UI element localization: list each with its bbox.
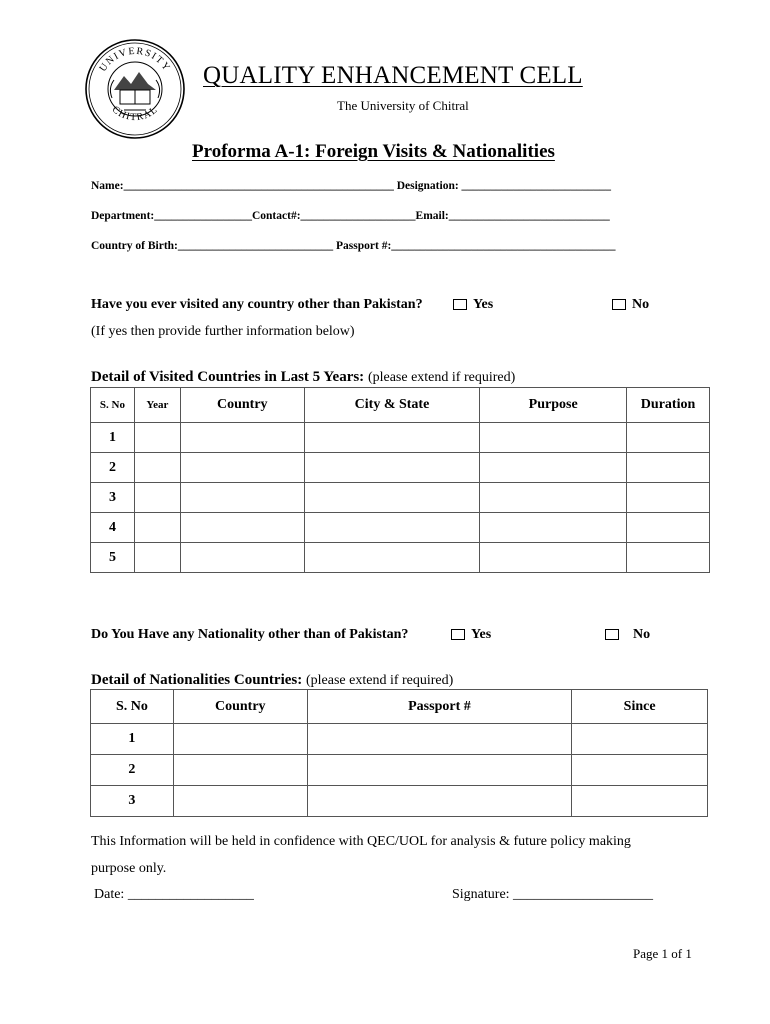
nationality-question: Do You Have any Nationality other than of Pakistan? bbox=[91, 627, 409, 642]
table-cell[interactable] bbox=[572, 724, 708, 755]
svg-text:UNIVERSITY: UNIVERSITY bbox=[97, 45, 173, 74]
table-cell[interactable] bbox=[627, 543, 710, 573]
university-seal-logo bbox=[84, 38, 186, 140]
confidential-notice-line1: This Information will be held in confidence with QEC/UOL for analysis & future policy making bbox=[91, 834, 631, 849]
table-cell[interactable] bbox=[180, 453, 304, 483]
nationality-yes-label: Yes bbox=[471, 627, 492, 642]
svg-text:CHITRAL: CHITRAL bbox=[109, 104, 161, 124]
table-cell[interactable] bbox=[480, 423, 627, 453]
table-cell[interactable] bbox=[180, 423, 304, 453]
col-header: Country bbox=[173, 690, 307, 724]
row-number: 3 bbox=[91, 786, 174, 817]
table-cell[interactable] bbox=[480, 543, 627, 573]
table-cell[interactable] bbox=[572, 786, 708, 817]
table-cell[interactable] bbox=[627, 423, 710, 453]
table-cell[interactable] bbox=[627, 453, 710, 483]
col-header: Year bbox=[134, 388, 180, 423]
table-row bbox=[91, 453, 710, 483]
table-cell[interactable] bbox=[180, 483, 304, 513]
visit-yes-checkbox[interactable] bbox=[453, 299, 467, 310]
col-header: City & State bbox=[304, 388, 480, 423]
table-cell[interactable] bbox=[304, 453, 480, 483]
birth-country-passport-fields[interactable]: Country of Birth:___________________________ Passport #:_______________________________________ bbox=[91, 240, 616, 252]
table-cell[interactable] bbox=[134, 453, 180, 483]
row-number: 1 bbox=[91, 724, 174, 755]
visited-heading-text: Detail of Visited Countries in Last 5 Years: bbox=[91, 369, 365, 385]
table-cell[interactable] bbox=[173, 786, 307, 817]
date-field[interactable]: Date: __________________ bbox=[94, 887, 254, 902]
table-row bbox=[91, 543, 710, 573]
table-cell[interactable] bbox=[307, 755, 572, 786]
table-row bbox=[91, 755, 708, 786]
row-number: 1 bbox=[91, 423, 135, 453]
table-cell[interactable] bbox=[134, 513, 180, 543]
col-header: Duration bbox=[627, 388, 710, 423]
visited-section-heading bbox=[91, 369, 515, 386]
table-cell[interactable] bbox=[480, 483, 627, 513]
table-row bbox=[91, 483, 710, 513]
nationality-no-option[interactable] bbox=[605, 627, 650, 643]
form-title: Proforma A-1: Foreign Visits & Nationalities bbox=[192, 141, 555, 162]
table-cell[interactable] bbox=[134, 483, 180, 513]
table-cell[interactable] bbox=[480, 513, 627, 543]
visited-extend-note: (please extend if required) bbox=[367, 370, 516, 385]
table-cell[interactable] bbox=[304, 423, 480, 453]
col-header: S. No bbox=[91, 690, 174, 724]
col-header: Purpose bbox=[480, 388, 627, 423]
visit-no-checkbox[interactable] bbox=[612, 299, 626, 310]
nationalities-table bbox=[90, 689, 708, 817]
table-row bbox=[91, 724, 708, 755]
page-title: QUALITY ENHANCEMENT CELL bbox=[203, 62, 583, 89]
signature-field[interactable]: Signature: ____________________ bbox=[452, 887, 654, 902]
table-cell[interactable] bbox=[480, 453, 627, 483]
table-cell[interactable] bbox=[304, 543, 480, 573]
visit-yes-option[interactable] bbox=[453, 297, 493, 313]
visit-note: (If yes then provide further information below) bbox=[91, 324, 355, 339]
col-header: S. No bbox=[91, 388, 135, 423]
row-number: 2 bbox=[91, 453, 135, 483]
visit-question: Have you ever visited any country other than Pakistan? bbox=[91, 297, 423, 312]
table-cell[interactable] bbox=[304, 513, 480, 543]
nationality-section-heading bbox=[91, 672, 453, 689]
col-header: Since bbox=[572, 690, 708, 724]
table-cell[interactable] bbox=[134, 423, 180, 453]
table-cell[interactable] bbox=[180, 543, 304, 573]
table-cell[interactable] bbox=[572, 755, 708, 786]
page-subtitle: The University of Chitral bbox=[337, 98, 469, 113]
table-cell[interactable] bbox=[173, 724, 307, 755]
nationality-no-label: No bbox=[633, 627, 651, 642]
table-row bbox=[91, 513, 710, 543]
visit-no-option[interactable] bbox=[612, 297, 649, 313]
visit-no-label: No bbox=[632, 297, 650, 312]
nationality-heading-text: Detail of Nationalities Countries: bbox=[91, 672, 303, 688]
table-row bbox=[91, 423, 710, 453]
table-row bbox=[91, 786, 708, 817]
row-number: 3 bbox=[91, 483, 135, 513]
department-contact-email-fields[interactable]: Department:_________________Contact#:____________________Email:____________________________ bbox=[91, 210, 610, 222]
nationality-yes-checkbox[interactable] bbox=[451, 629, 465, 640]
nationality-extend-note: (please extend if required) bbox=[305, 673, 454, 688]
table-cell[interactable] bbox=[307, 724, 572, 755]
table-cell[interactable] bbox=[180, 513, 304, 543]
table-cell[interactable] bbox=[627, 483, 710, 513]
table-cell[interactable] bbox=[307, 786, 572, 817]
col-header: Passport # bbox=[307, 690, 572, 724]
row-number: 4 bbox=[91, 513, 135, 543]
row-number: 2 bbox=[91, 755, 174, 786]
visit-yes-label: Yes bbox=[473, 297, 494, 312]
confidential-notice-line2: purpose only. bbox=[91, 861, 167, 876]
nationality-no-checkbox[interactable] bbox=[605, 629, 619, 640]
table-cell[interactable] bbox=[627, 513, 710, 543]
table-cell[interactable] bbox=[173, 755, 307, 786]
table-cell[interactable] bbox=[304, 483, 480, 513]
page-number: Page 1 of 1 bbox=[633, 946, 692, 961]
visited-countries-table bbox=[90, 387, 710, 573]
name-designation-fields[interactable]: Name:_______________________________________________ Designation: __________________________ bbox=[91, 180, 612, 192]
table-cell[interactable] bbox=[134, 543, 180, 573]
row-number: 5 bbox=[91, 543, 135, 573]
nationality-yes-option[interactable] bbox=[451, 627, 491, 643]
col-header: Country bbox=[180, 388, 304, 423]
